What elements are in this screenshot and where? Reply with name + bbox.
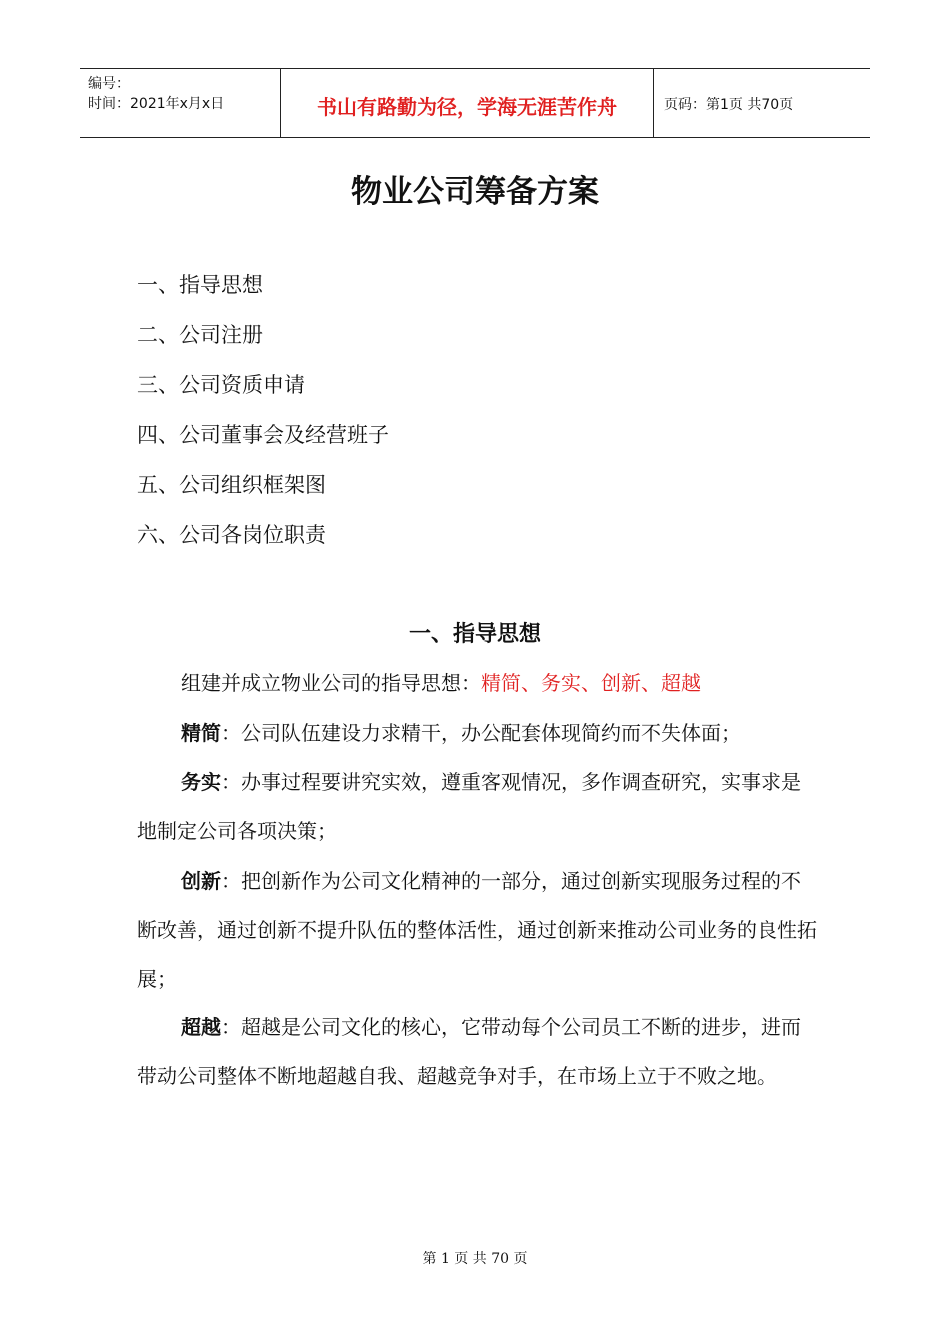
toc-item: 六、公司各岗位职责 — [137, 523, 326, 547]
intro-paragraph — [137, 659, 817, 708]
term-label: 创新 — [181, 869, 221, 893]
paragraph-text: 办事过程要讲究实效，遵重客观情况，多作调查研究，实事求是地制定公司各项决策； — [137, 770, 801, 843]
term-colon: ： — [221, 721, 241, 745]
date-label: 时间：2021年x月x日 — [88, 96, 225, 112]
term-label: 务实 — [181, 770, 221, 794]
toc-item: 四、公司董事会及经营班子 — [137, 423, 389, 447]
term-colon: ： — [221, 1015, 241, 1039]
term-colon: ： — [221, 770, 241, 794]
term-colon: ： — [221, 869, 241, 893]
toc-item: 二、公司注册 — [137, 323, 263, 347]
paragraph-text: 公司队伍建设力求精干，办公配套体现简约而不失体面； — [241, 721, 741, 745]
toc-item: 三、公司资质申请 — [137, 373, 305, 397]
header-motto-cell — [281, 69, 654, 137]
number-label: 编号： — [88, 76, 130, 92]
motto: 书山有路勤为径，学海无涯苦作舟 — [317, 95, 617, 119]
term-label: 超越 — [181, 1015, 221, 1039]
page-info: 页码：第1页 共70页 — [664, 97, 794, 113]
section-heading: 一、指导思想 — [408, 622, 541, 647]
document-title: 物业公司筹备方案 — [351, 174, 599, 210]
header-table — [80, 68, 870, 138]
header-meta-cell — [80, 69, 281, 137]
table-of-contents — [137, 268, 389, 568]
header-page-cell — [654, 69, 870, 137]
paragraph-chaoyue — [137, 1003, 817, 1101]
toc-item: 五、公司组织框架图 — [137, 473, 326, 497]
term-label: 精简 — [181, 721, 221, 745]
paragraph-text: 超越是公司文化的核心，它带动每个公司员工不断的进步，进而带动公司整体不断地超越自我、超越竞争对手，在市场上立于不败之地。 — [137, 1015, 801, 1088]
paragraph-jingjian — [137, 709, 817, 758]
intro-highlight: 精简、务实、创新、超越 — [481, 671, 701, 695]
paragraph-wushi — [137, 758, 817, 856]
paragraph-chuangxin — [137, 857, 817, 1004]
toc-item: 一、指导思想 — [137, 273, 263, 297]
intro-text: 组建并成立物业公司的指导思想： — [181, 671, 481, 695]
page-footer: 第 1 页 共 70 页 — [422, 1251, 528, 1267]
paragraph-text: 把创新作为公司文化精神的一部分，通过创新实现服务过程的不断改善，通过创新不提升队伍的整体活性，通过创新来推动公司业务的良性拓展； — [137, 869, 817, 991]
